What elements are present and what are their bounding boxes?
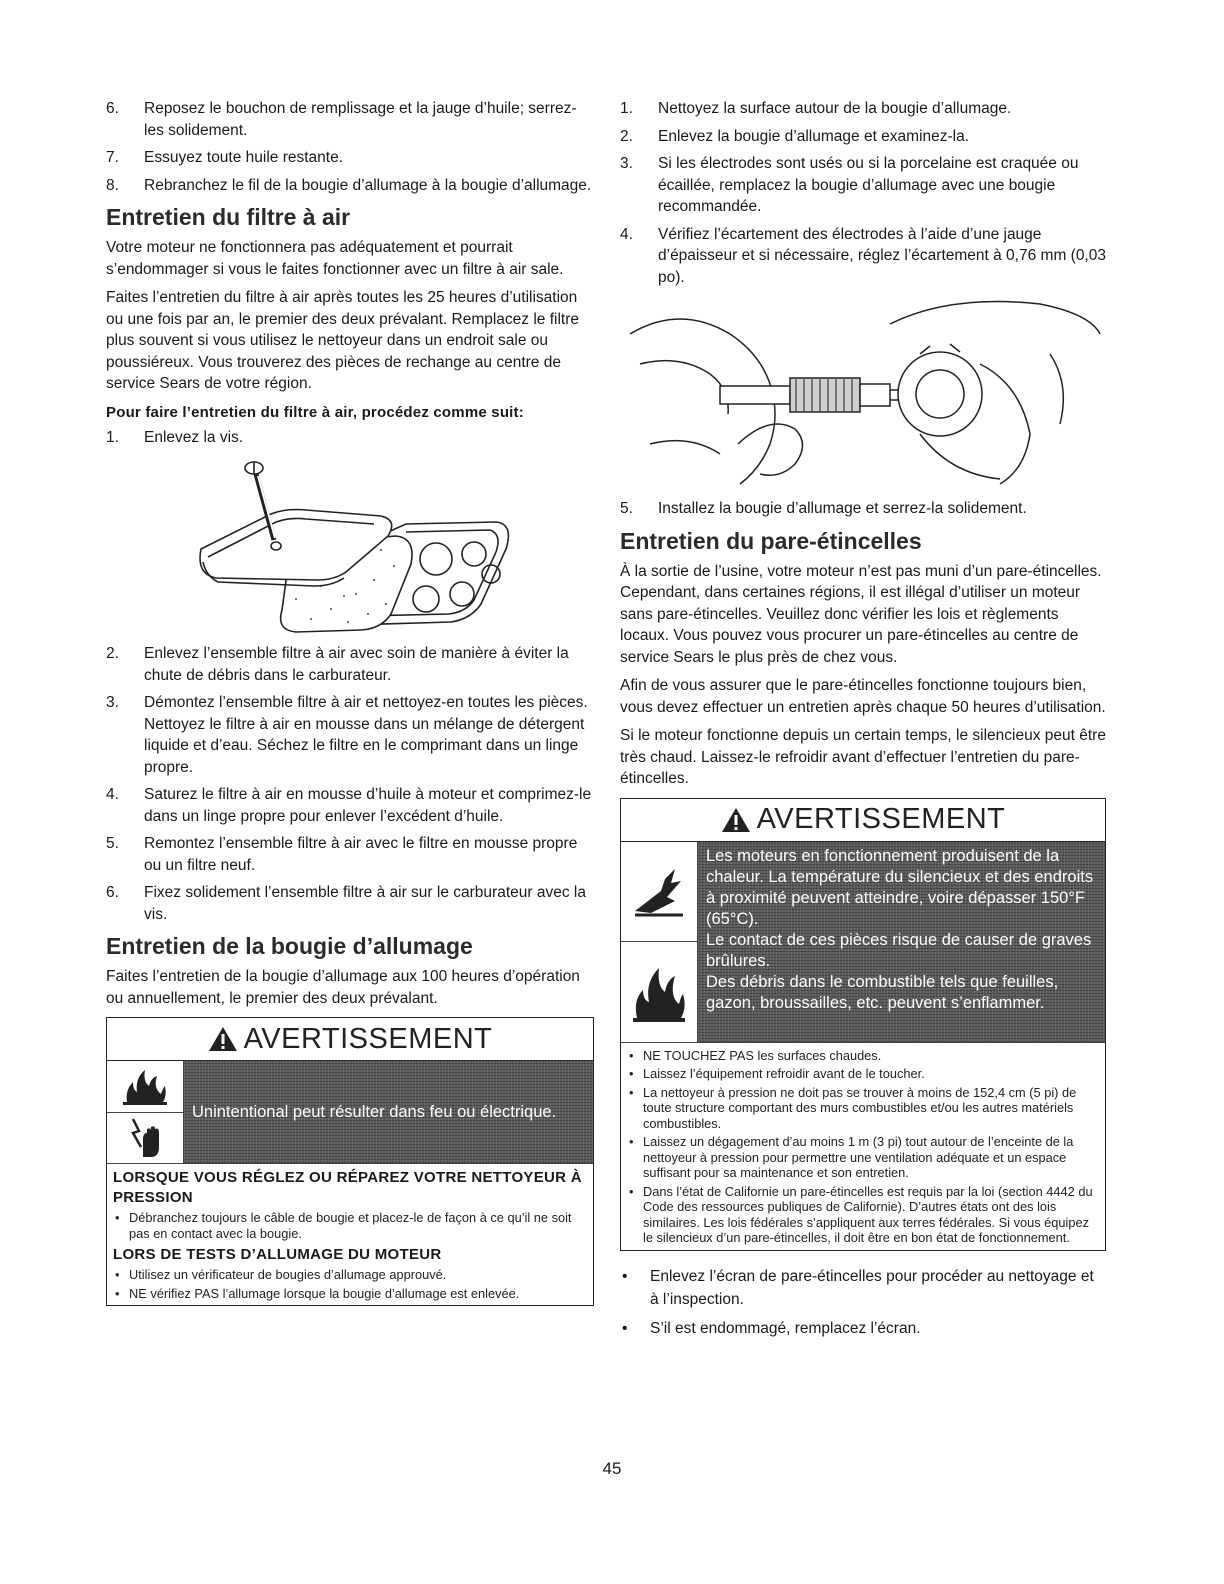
oil-steps-list xyxy=(106,98,594,196)
list-item: • NE vérifiez PAS l’allumage lorsque la bougie d’allumage est enlevée. xyxy=(115,1285,520,1301)
warning-header xyxy=(621,799,1105,842)
list-item: 5. Remontez l’ensemble filtre à air avec le filtre en mousse propre ou un filtre neuf. xyxy=(106,835,578,874)
warning-icons xyxy=(621,842,698,1042)
air-filter-step1 xyxy=(106,427,594,449)
warning-body xyxy=(107,1061,593,1164)
warning-triangle-icon xyxy=(721,807,751,833)
air-filter-procedure-heading: Pour faire l’entretien du filtre à air, procédez comme suit: xyxy=(106,403,524,421)
spark-arrester-p1: À la sortie de l’usine, votre moteur n’est pas muni d’un pare-étincelles. Cependant, dans certaines régions, il est illégal d’utiliser un moteur sans pare-étincelles. Veuillez donc vérifier les lois et règlements locaux. Vous pouvez vous procurer un pare-étincelles au centre de service Sears le plus près de chez vous. xyxy=(620,562,1102,666)
list-item: 1. Enlevez la vis. xyxy=(106,428,244,446)
list-item: • Laissez un dégagement d’au moins 1 m (3 pi) tout autour de l’enceinte de la nettoyeur à pression pour permettre une ventilation adéquate et un espace suffisant pour sa maintenance et son entretien. xyxy=(629,1134,1074,1180)
hot-surface-icon xyxy=(621,842,697,943)
spark-arrester-p3: Si le moteur fonctionne depuis un certain temps, le silencieux peut être très chaud. Laissez-le refroidir avant d’effectuer l’entretien du pare-étincelles. xyxy=(620,727,1106,787)
spark-plug-step5 xyxy=(620,498,1106,520)
list-item: • Débranchez toujours le câble de bougie et placez-le de façon à ce qu’il ne soit pas en contact avec la bougie. xyxy=(115,1210,572,1241)
spark-plug-intro: Faites l’entretien de la bougie d’allumage aux 100 heures d’opération ou annuellement, le premier des deux prévalant. xyxy=(106,968,580,1007)
spark-arrester-bullets xyxy=(620,1265,1106,1340)
warning-title: AVERTISSEMENT xyxy=(756,803,1006,835)
list-item: 4. Vérifiez l’écartement des électrodes à l’aide d’une jauge d’épaisseur et si nécessaire, réglez l’écartement à 0,76 mm (0,03 po). xyxy=(620,225,1106,286)
air-filter-steps-list xyxy=(106,643,594,925)
left-column xyxy=(106,98,594,1306)
warning-header xyxy=(107,1018,593,1061)
spark-arrester-p2: Afin de vous assurer que le pare-étincelles fonctionne toujours bien, vous devez effectuer un entretien après chaque 50 heures d’utilisation. xyxy=(620,677,1106,716)
warning-section-heading: LORSQUE VOUS RÉGLEZ OU RÉPAREZ VOTRE NETTOYEUR À PRESSION xyxy=(113,1169,582,1206)
warning-bullets xyxy=(113,1210,587,1241)
list-item: • Laissez l’équipement refroidir avant de le toucher. xyxy=(629,1066,925,1081)
list-item: 1. Nettoyez la surface autour de la bougie d’allumage. xyxy=(620,100,1012,117)
spark-plug-gap-illustration xyxy=(620,294,1106,494)
list-item: 2. Enlevez l’ensemble filtre à air avec soin de manière à éviter la chute de débris dans le carburateur. xyxy=(106,645,569,684)
warning-message: Les moteurs en fonctionnement produisent de la chaleur. La température du silencieux et des endroits à proximité peuvent atteindre, voire dépasser 150°F (65°C). Le contact de ces pièces risque de causer de graves brûlures. Des débris dans le combustible tels que feuilles, gazon, broussailles, etc. peuvent s’enflammer. xyxy=(698,842,1105,1042)
list-item: • NE TOUCHEZ PAS les surfaces chaudes. xyxy=(629,1047,882,1063)
air-filter-illustration xyxy=(106,454,594,639)
list-item: 6. Reposez le bouchon de remplissage et la jauge d’huile; serrez-les solidement. xyxy=(106,100,577,139)
list-item: 2. Enlevez la bougie d’allumage et examinez-la. xyxy=(620,127,970,145)
warning-bullets xyxy=(113,1267,587,1301)
right-column xyxy=(620,98,1106,1346)
list-item: 4. Saturez le filtre à air en mousse d’huile à moteur et comprimez-le dans un linge propre pour enlever l’excédent d’huile. xyxy=(106,786,592,825)
warning-triangle-icon xyxy=(208,1026,238,1052)
list-item: 8. Rebranchez le fil de la bougie d’allumage à la bougie d’allumage. xyxy=(106,176,592,194)
list-item: • Enlevez l’écran de pare-étincelles pour procéder au nettoyage et à l’inspection. xyxy=(622,1267,1094,1308)
list-item: 3. Démontez l’ensemble filtre à air et nettoyez-en toutes les pièces. Nettoyez le filtre à air en mousse dans un mélange de détergent liquide et d’eau. Séchez le filtre en le comprimant dans un linge propre. xyxy=(106,694,588,776)
list-item: • S’il est endommagé, remplacez l’écran. xyxy=(622,1319,921,1337)
list-item: 3. Si les électrodes sont usés ou si la porcelaine est craquée ou écaillée, remplacez la bougie d’allumage avec une bougie recommandée. xyxy=(620,155,1079,215)
warning-icons xyxy=(107,1061,184,1163)
warning-box-hot-surfaces xyxy=(620,798,1106,1251)
warning-section-heading: LORS DE TESTS D’ALLUMAGE DU MOTEUR xyxy=(113,1246,442,1263)
warning-message: Unintentional peut résulter dans feu ou électrique. xyxy=(184,1061,593,1163)
warning-body xyxy=(621,842,1105,1043)
list-item: 5. Installez la bougie d’allumage et serrez-la solidement. xyxy=(620,500,1027,517)
fire-icon xyxy=(621,942,697,1042)
air-filter-heading: Entretien du filtre à air xyxy=(106,204,351,230)
spark-arrester-heading: Entretien du pare-étincelles xyxy=(620,527,922,554)
electric-shock-icon xyxy=(107,1113,183,1164)
list-item: 6. Fixez solidement l’ensemble filtre à air sur le carburateur avec la vis. xyxy=(106,884,586,923)
spark-plug-heading: Entretien de la bougie d’allumage xyxy=(106,933,473,959)
fire-icon xyxy=(107,1061,183,1113)
list-item: • La nettoyeur à pression ne doit pas se trouver à moins de 152,4 cm (5 pi) de toute structure comportant des murs combustibles et/ou les autres matériels combustibles. xyxy=(629,1084,1077,1131)
warning-box-spark-plug xyxy=(106,1017,594,1306)
list-item: • Utilisez un vérificateur de bougies d’allumage approuvé. xyxy=(115,1267,447,1282)
air-filter-intro: Votre moteur ne fonctionnera pas adéquatement et pourrait s’endommager si vous le faites fonctionner avec un filtre à air sale. xyxy=(106,239,564,278)
list-item: 7. Essuyez toute huile restante. xyxy=(106,149,344,166)
spark-plug-steps-list xyxy=(620,98,1106,288)
warning-bullets xyxy=(627,1048,1099,1246)
air-filter-schedule: Faites l’entretien du filtre à air après toutes les 25 heures d’utilisation ou une fois par an, le premier des deux prévalant. Remplacez le filtre plus souvent si vous utilisez le nettoyeur dans un endroit sale ou poussiéreux. Vous trouverez des pièces de rechange au centre de service Sears de votre région. xyxy=(106,289,579,392)
warning-title: AVERTISSEMENT xyxy=(243,1022,493,1055)
page-number: 45 xyxy=(602,1459,622,1478)
list-item: • Dans l’état de Californie un pare-étincelles est requis par la loi (section 4442 du Code des ressources publiques de Californie). D’autres états ont des lois similaires. Les lois fédérales s’appliquent aux terres fédérales. Si vous équipez le silencieux d’un pare-étincelles, il doit être en bon état de fonctionnement. xyxy=(629,1183,1093,1245)
